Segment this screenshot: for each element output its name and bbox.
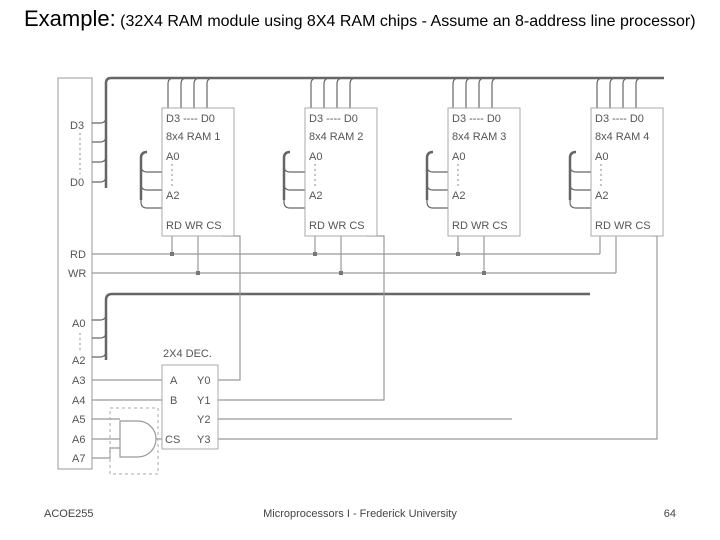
decoder-y2: Y2: [197, 414, 211, 426]
decoder-y0: Y0: [197, 375, 211, 387]
cpu-label-d3: D3: [70, 120, 85, 132]
cpu-label-wr: WR: [68, 268, 87, 280]
ram-chip-1: [162, 108, 234, 236]
cpu-label-rd: RD: [70, 249, 86, 261]
chip1-a0: A0: [166, 151, 180, 163]
cpu-label-a7: A7: [72, 453, 86, 465]
chip1-ctrl: RD WR CS: [166, 220, 222, 232]
cpu-label-a5: A5: [72, 414, 86, 426]
footer-page-number: 64: [663, 508, 676, 520]
chip3-a2: A2: [452, 190, 466, 202]
decoder-title: 2X4 DEC.: [163, 348, 212, 360]
decoder-y3: Y3: [197, 434, 211, 446]
cpu-label-a4: A4: [72, 395, 86, 407]
footer-course-code: ACOE255: [44, 508, 94, 520]
chip4-a0: A0: [595, 151, 609, 163]
cpu-label-a6: A6: [72, 434, 86, 446]
ram-chip-3: [448, 108, 520, 236]
decoder-in-a: A: [170, 375, 178, 387]
footer-course-title: Microprocessors I - Frederick University: [263, 508, 457, 520]
cpu-label-d0: D0: [70, 177, 85, 189]
chip1-data-label: D3 ---- D0: [166, 113, 215, 125]
title-lead: Example:: [24, 6, 116, 31]
chip2-data-label: D3 ---- D0: [309, 113, 358, 125]
chip1-name: 8x4 RAM 1: [166, 131, 221, 143]
chip3-data-label: D3 ---- D0: [452, 113, 501, 125]
chip2-ctrl: RD WR CS: [309, 220, 365, 232]
junction-dots: [170, 252, 486, 275]
ram-chip-4: [591, 108, 663, 236]
chip1-a2: A2: [166, 190, 180, 202]
chip2-a0: A0: [309, 151, 323, 163]
ram-chip-2: [305, 108, 377, 236]
chip4-name: 8x4 RAM 4: [595, 131, 650, 143]
chip3-a0: A0: [452, 151, 466, 163]
chip3-name: 8x4 RAM 3: [452, 131, 507, 143]
chip4-a2: A2: [595, 190, 609, 202]
chip2-name: 8x4 RAM 2: [309, 131, 364, 143]
chip4-data-label: D3 ---- D0: [595, 113, 644, 125]
cpu-label-a2: A2: [72, 355, 86, 367]
title-text: (32X4 RAM module using 8X4 RAM chips - Assume an 8-address line processor): [120, 13, 696, 30]
decoder-in-cs: CS: [165, 434, 181, 446]
and-gate-icon: [120, 421, 156, 457]
chip2-a2: A2: [309, 190, 323, 202]
decoder-y1: Y1: [197, 395, 211, 407]
chip-select-lines: [218, 236, 657, 439]
decoder-in-b: B: [170, 395, 178, 407]
cpu-label-a0: A0: [72, 318, 86, 330]
chip3-ctrl: RD WR CS: [452, 220, 508, 232]
cpu-label-a3: A3: [72, 375, 86, 387]
chip4-ctrl: RD WR CS: [595, 220, 651, 232]
